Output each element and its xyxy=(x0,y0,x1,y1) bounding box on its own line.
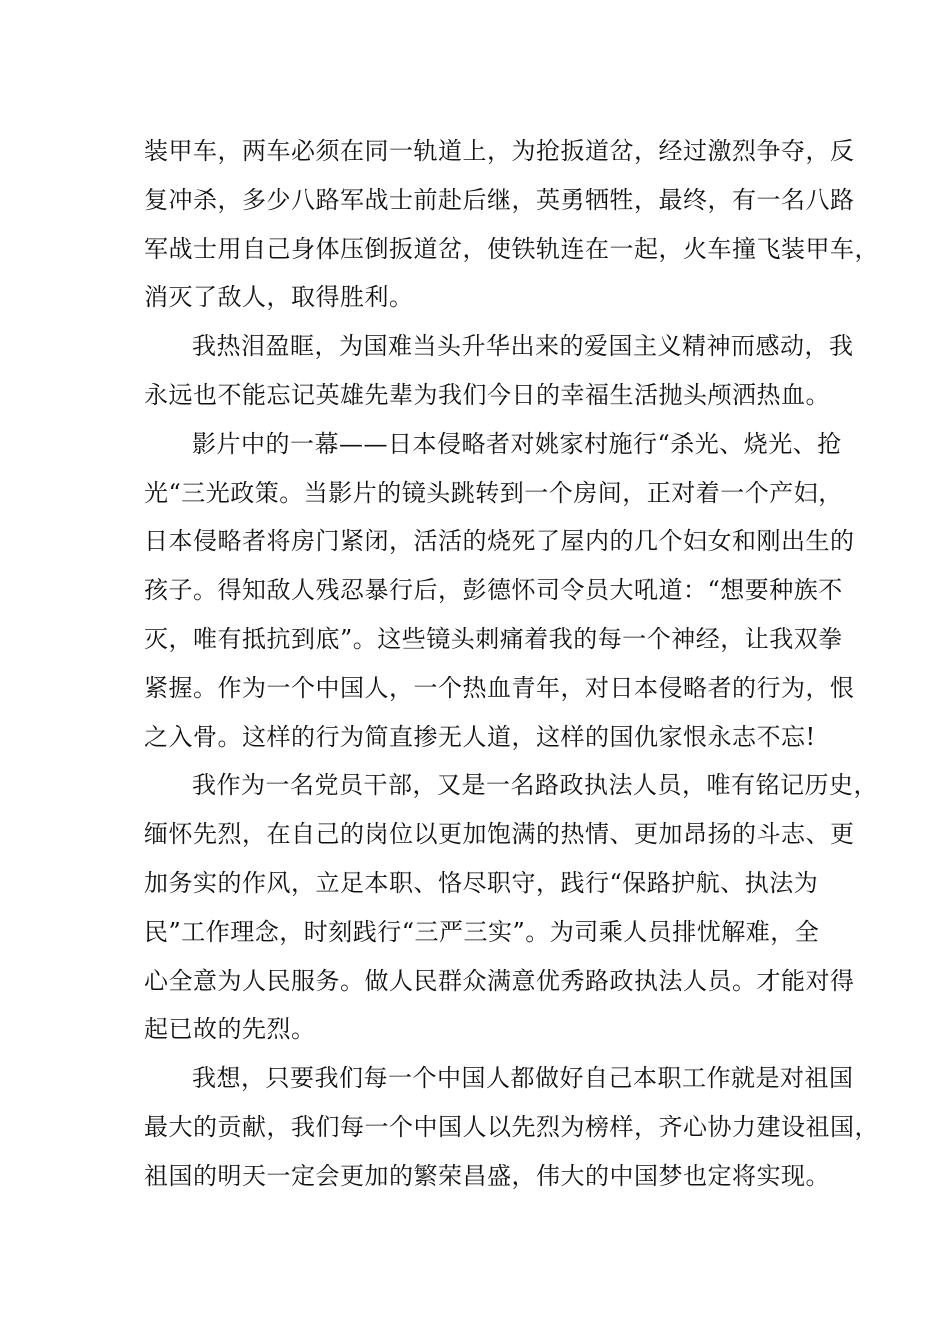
paragraph-first-line: 我想，只要我们每一个中国人都做好自己本职工作就是对祖国 xyxy=(192,1064,854,1093)
body-line: 灭，唯有抵抗到底”。这些镜头刺痛着我的每一个神经，让我双拳 xyxy=(144,624,843,653)
document-body xyxy=(144,127,879,1201)
body-line: 缅怀先烈，在自己的岗位以更加饱满的热情、更加昂扬的斗志、更 xyxy=(144,820,855,849)
body-line: 光“三光政策。当影片的镜头跳转到一个房间，正对着一个产妇， xyxy=(144,478,843,507)
paragraph-first-line: 影片中的一幕——日本侵略者对姚家村施行“杀光、烧光、抢 xyxy=(192,429,842,458)
body-line: 永远也不能忘记英雄先辈为我们今日的幸福生活抛头颅洒热血。 xyxy=(144,380,830,409)
body-line: 复冲杀，多少八路军战士前赴后继，英勇牺牲，最终，有一名八路 xyxy=(144,185,855,214)
body-line: 心全意为人民服务。做人民群众满意优秀路政执法人员。才能对得 xyxy=(144,966,855,995)
paragraph-first-line: 我作为一名党员干部，又是一名路政执法人员，唯有铭记历史， xyxy=(192,771,878,800)
body-line: 民”工作理念，时刻践行“三严三实”。为司乘人员排忧解难，全 xyxy=(144,917,820,946)
body-line: 日本侵略者将房门紧闭，活活的烧死了屋内的几个妇女和刚出生的 xyxy=(144,527,855,556)
body-line: 祖国的明天一定会更加的繁荣昌盛，伟大的中国梦也定将实现。 xyxy=(144,1161,830,1190)
body-line: 消灭了敌人，取得胜利。 xyxy=(144,283,414,312)
body-line: 之入骨。这样的行为简直掺无人道，这样的国仇家恨永志不忘! xyxy=(144,722,816,751)
body-line: 紧握。作为一个中国人，一个热血青年，对日本侵略者的行为，恨 xyxy=(144,673,855,702)
body-line: 起已故的先烈。 xyxy=(144,1015,316,1044)
body-line: 加务实的作风，立足本职、恪尽职守，践行“保路护航、执法为 xyxy=(144,868,819,897)
paragraph-first-line: 我热泪盈眶，为国难当头升华出来的爱国主义精神而感动，我 xyxy=(192,332,854,361)
body-line: 装甲车，两车必须在同一轨道上，为抢扳道岔，经过激烈争夺，反 xyxy=(144,137,855,165)
body-line: 孩子。得知敌人残忍暴行后，彭德怀司令员大吼道：“想要种族不 xyxy=(144,576,843,605)
body-line: 最大的贡献，我们每一个中国人以先烈为榜样，齐心协力建设祖国， xyxy=(144,1112,879,1141)
body-line: 军战士用自己身体压倒扳道岔，使铁轨连在一起，火车撞飞装甲车， xyxy=(144,234,879,263)
